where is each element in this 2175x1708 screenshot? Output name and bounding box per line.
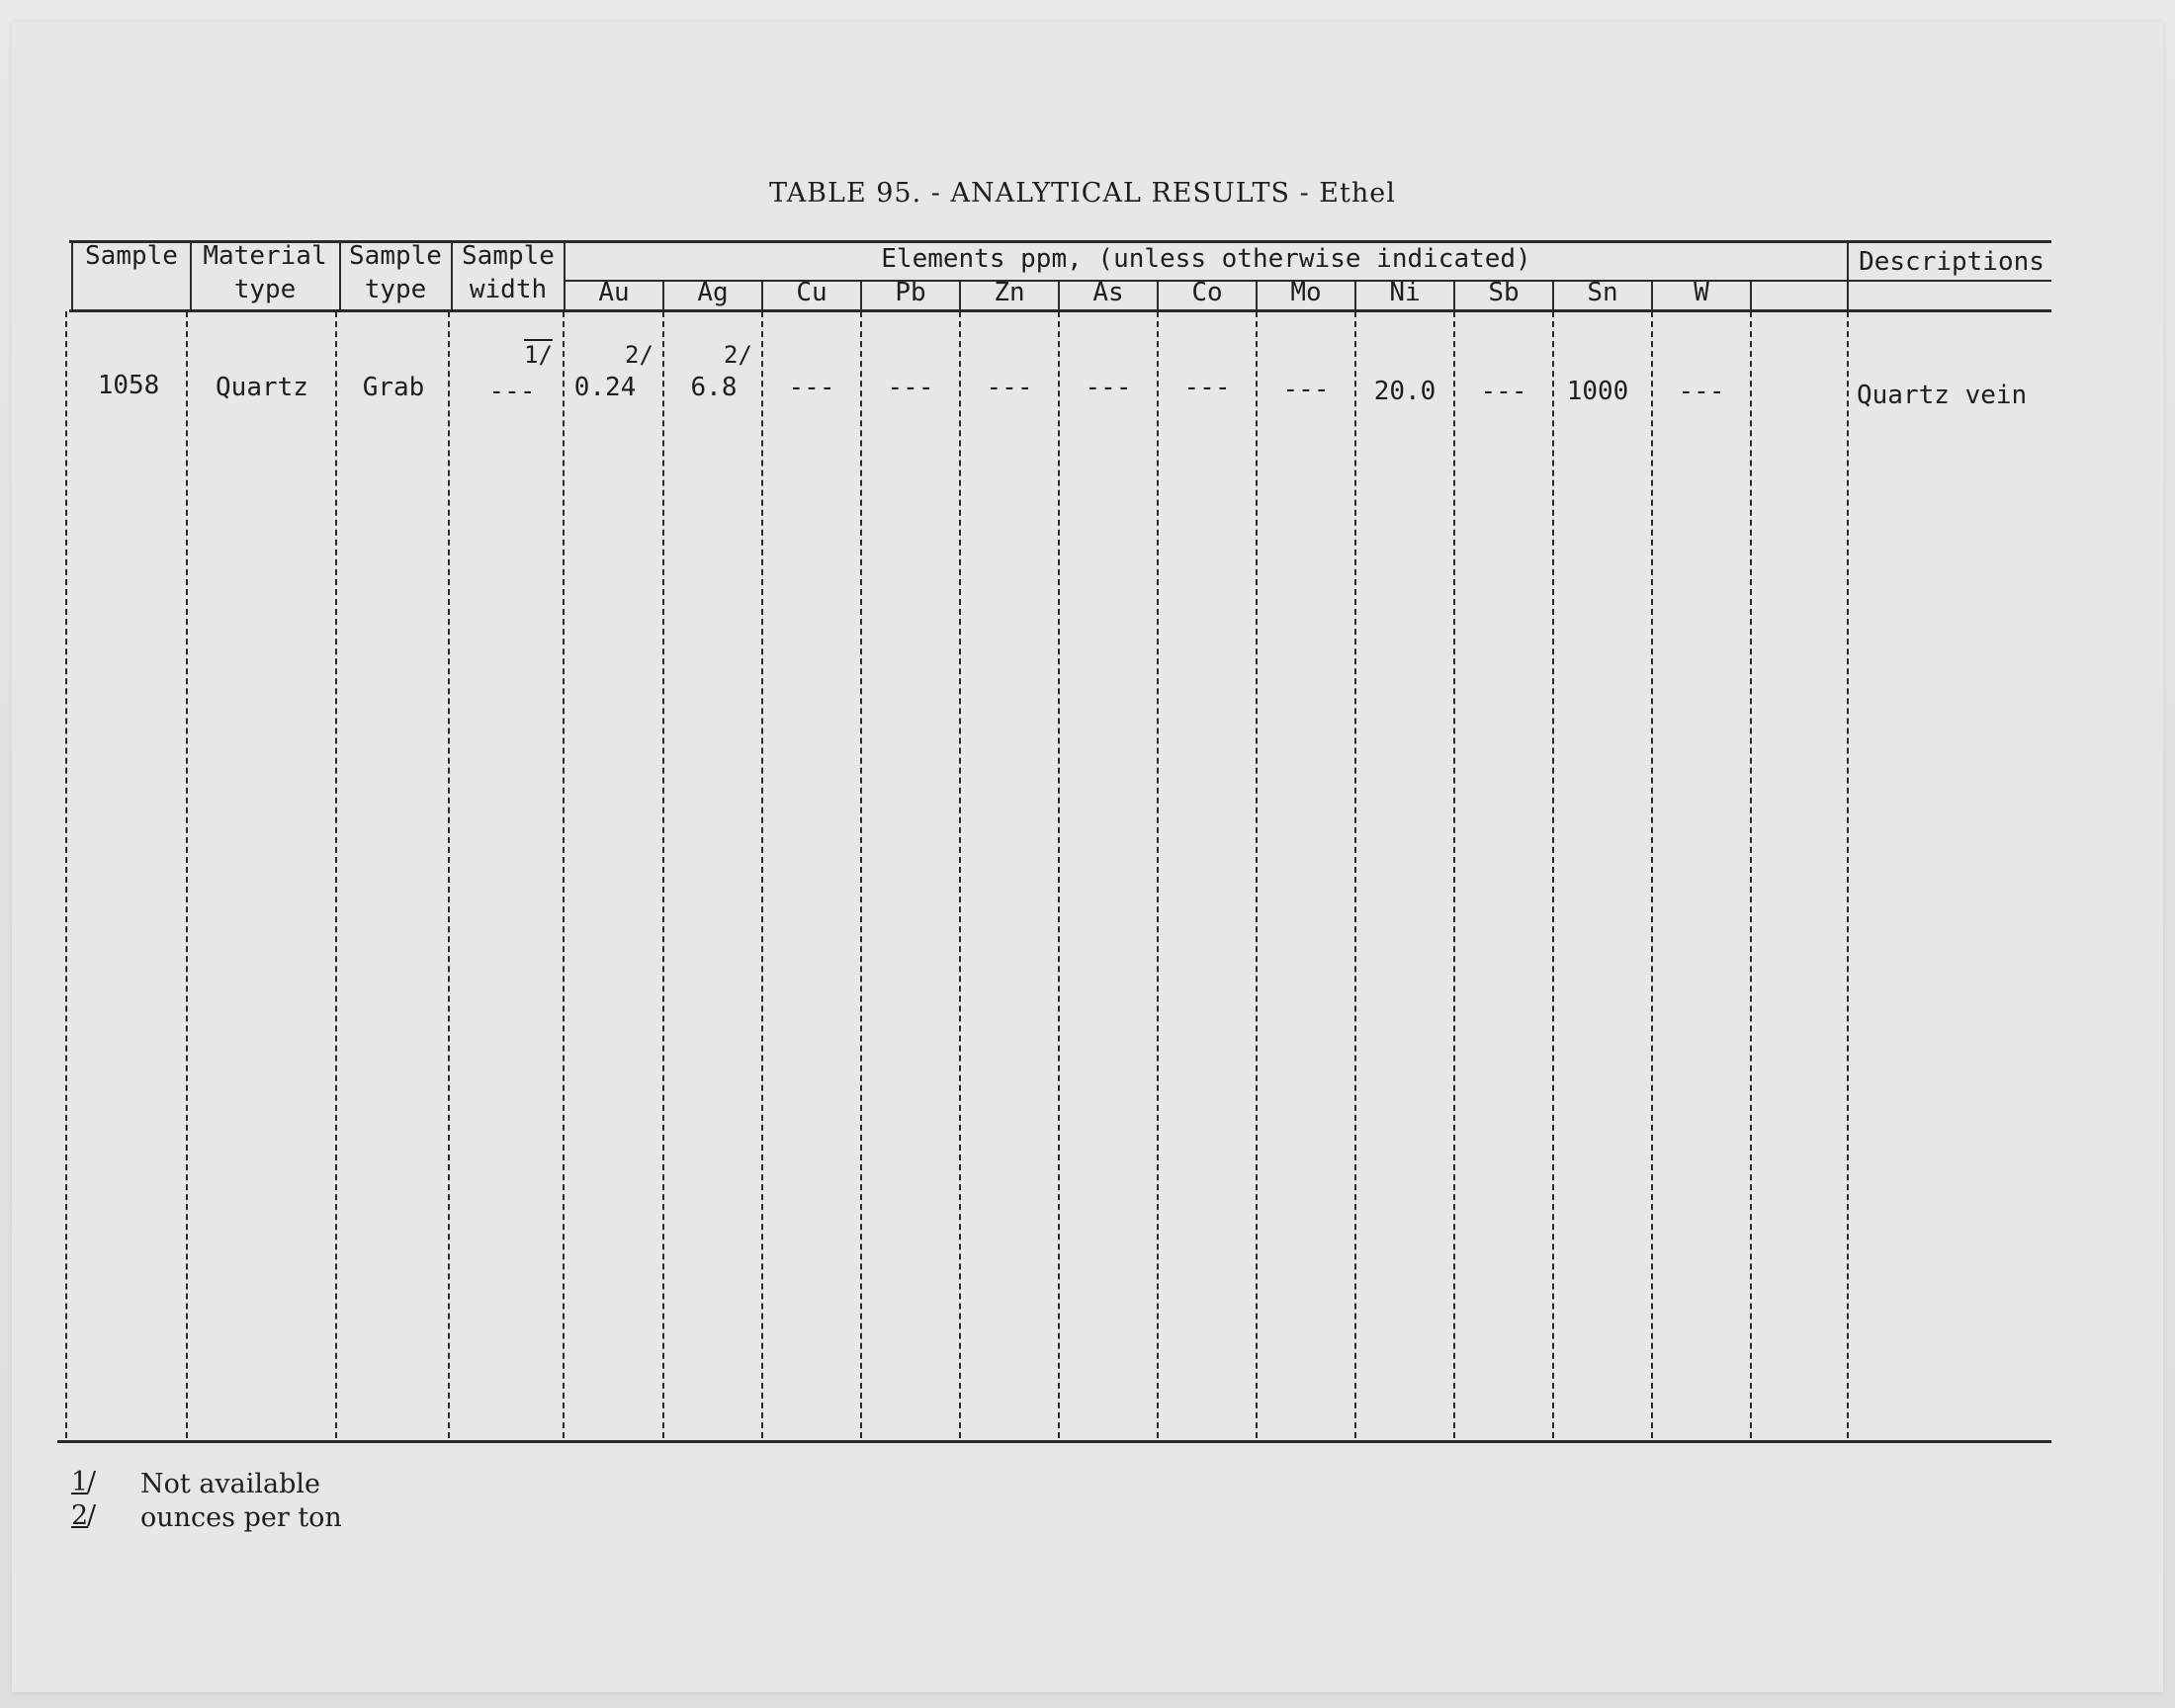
header-sample-type: Sample bbox=[349, 241, 442, 271]
column-rule bbox=[1552, 311, 1554, 1438]
header-sample: Sample bbox=[85, 241, 178, 271]
column-rule bbox=[1847, 311, 1849, 1438]
footnote-ref-ag: 2/ bbox=[724, 341, 752, 369]
column-rule bbox=[1651, 311, 1653, 1438]
column-rule bbox=[959, 311, 961, 1438]
header-element-w: W bbox=[1694, 278, 1709, 307]
header-sample-type-type: type bbox=[364, 275, 427, 304]
column-rule bbox=[1750, 311, 1752, 1438]
cell-mo: --- bbox=[1282, 375, 1330, 404]
footnote-2-text: ounces per ton bbox=[140, 1502, 342, 1533]
column-rule bbox=[65, 311, 67, 1438]
cell-au: 0.24 bbox=[573, 373, 637, 402]
footnote-1-slash: / bbox=[87, 1467, 97, 1497]
header-material-type: type bbox=[233, 275, 297, 304]
cell-w: --- bbox=[1678, 377, 1725, 406]
header-divider bbox=[71, 240, 73, 309]
header-bottom-rule bbox=[69, 309, 2051, 312]
header-divider bbox=[339, 240, 341, 309]
header-element-sn: Sn bbox=[1587, 278, 1618, 307]
footnote-1-mark: 1 bbox=[71, 1467, 89, 1497]
cell-description: Quartz vein bbox=[1857, 381, 2028, 410]
element-header-divider bbox=[1750, 280, 1752, 309]
footnote-ref-au: 2/ bbox=[625, 341, 653, 369]
table-bottom-rule bbox=[57, 1440, 2051, 1443]
footnote-2-mark: 2 bbox=[71, 1500, 89, 1531]
header-divider bbox=[190, 240, 192, 309]
header-elements-group: Elements ppm, (unless otherwise indicated) bbox=[881, 244, 1531, 274]
cell-zn: --- bbox=[986, 373, 1033, 402]
column-rule bbox=[563, 311, 565, 1438]
cell-sb: --- bbox=[1480, 377, 1527, 406]
footnote-1-text: Not available bbox=[140, 1469, 321, 1499]
cell-co: --- bbox=[1183, 373, 1231, 402]
column-rule bbox=[1256, 311, 1258, 1438]
header-divider bbox=[451, 240, 453, 309]
cell-pb: --- bbox=[887, 373, 934, 402]
column-rule bbox=[1354, 311, 1356, 1438]
cell-ag: 6.8 bbox=[690, 373, 738, 402]
cell-as: --- bbox=[1085, 373, 1132, 402]
column-rule bbox=[860, 311, 862, 1438]
header-element-ni: Ni bbox=[1389, 278, 1421, 307]
header-element-cu: Cu bbox=[796, 278, 827, 307]
header-element-sb: Sb bbox=[1488, 278, 1520, 307]
cell-cu: --- bbox=[788, 373, 835, 402]
header-element-co: Co bbox=[1191, 278, 1223, 307]
column-rule bbox=[761, 311, 763, 1438]
column-rule bbox=[662, 311, 664, 1438]
cell-sample: 1058 bbox=[97, 371, 160, 400]
table-title: TABLE 95. - ANALYTICAL RESULTS - Ethel bbox=[769, 178, 1396, 209]
header-sample-width-width: width bbox=[469, 275, 548, 304]
column-rule bbox=[186, 311, 188, 1438]
header-element-as: As bbox=[1092, 278, 1124, 307]
cell-sample-width: --- bbox=[488, 377, 536, 406]
header-element-pb: Pb bbox=[895, 278, 926, 307]
cell-ni: 20.0 bbox=[1373, 377, 1436, 406]
cell-material-type: Quartz bbox=[216, 373, 308, 402]
cell-sn: 1000 bbox=[1566, 377, 1629, 406]
column-rule bbox=[335, 311, 337, 1438]
header-descriptions: Descriptions bbox=[1859, 247, 2044, 277]
column-rule bbox=[1453, 311, 1455, 1438]
header-element-mo: Mo bbox=[1290, 278, 1322, 307]
column-rule bbox=[448, 311, 450, 1438]
header-element-au: Au bbox=[598, 278, 630, 307]
column-rule bbox=[1058, 311, 1060, 1438]
header-sample-width: Sample bbox=[462, 241, 555, 271]
header-element-zn: Zn bbox=[994, 278, 1025, 307]
column-rule bbox=[1157, 311, 1159, 1438]
cell-sample-type: Grab bbox=[362, 373, 425, 402]
header-divider bbox=[1847, 240, 1849, 309]
footnote-ref-sample-width: 1/ bbox=[524, 341, 553, 369]
header-element-ag: Ag bbox=[697, 278, 729, 307]
header-material: Material bbox=[203, 241, 327, 271]
footnote-2-slash: / bbox=[87, 1500, 97, 1531]
